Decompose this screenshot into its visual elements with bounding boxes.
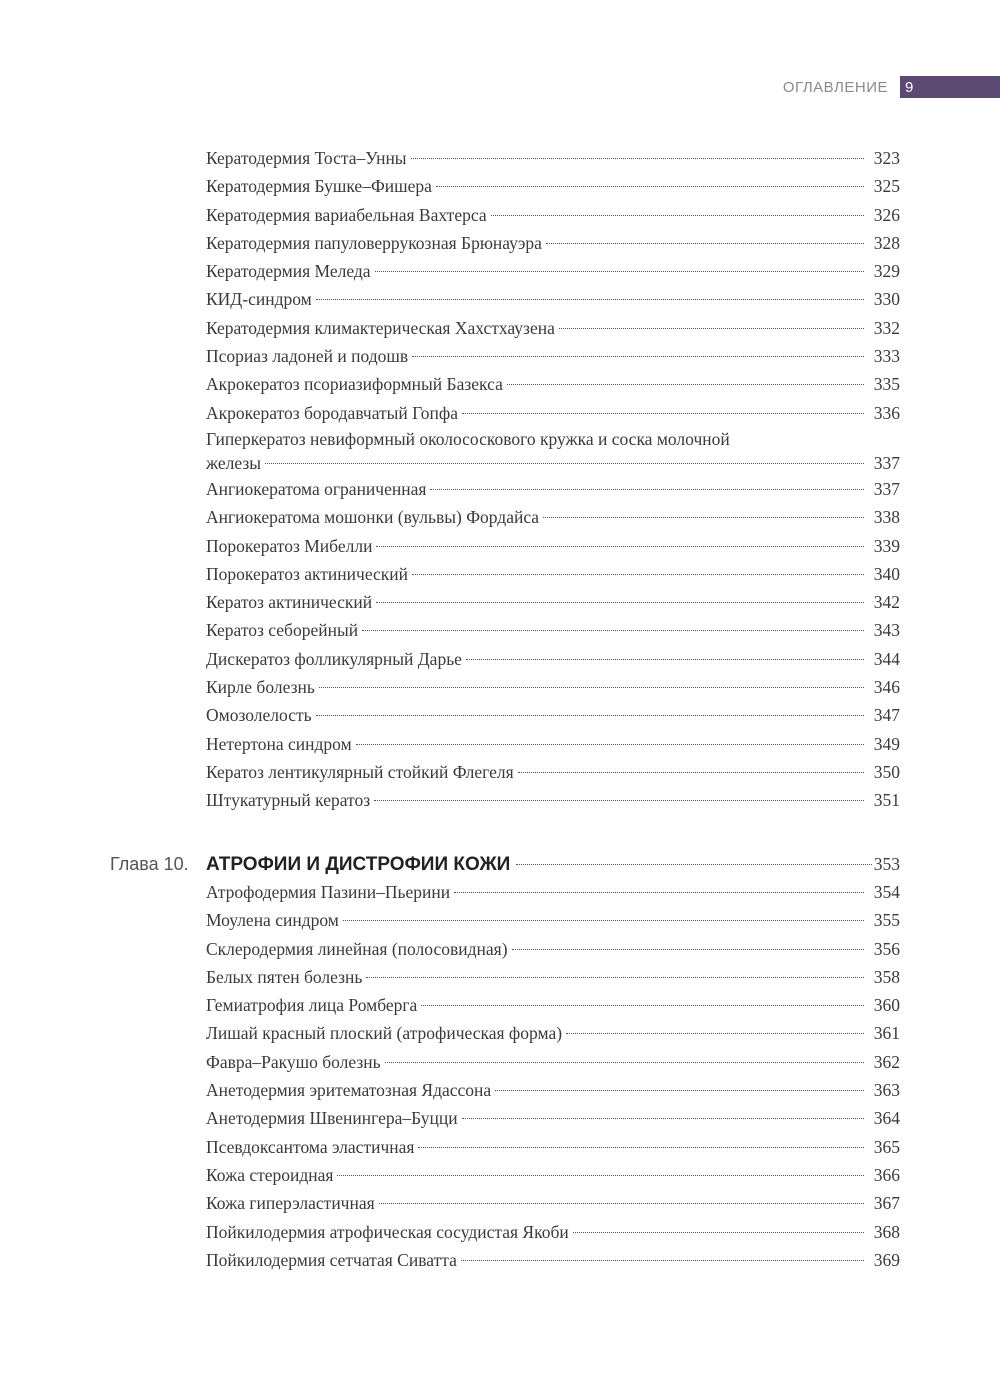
toc-entry-page: 332	[873, 317, 900, 338]
dot-leader	[366, 977, 864, 978]
dot-leader	[462, 413, 864, 414]
toc-entry[interactable]	[206, 1218, 900, 1246]
toc-entry[interactable]	[206, 201, 900, 229]
dot-leader	[375, 271, 864, 272]
toc-entry[interactable]	[206, 588, 900, 616]
toc-entry-title: Анетодермия Швенингера–Буцци	[206, 1108, 458, 1129]
toc-entry[interactable]	[206, 935, 900, 963]
dot-leader	[376, 546, 864, 547]
toc-entry[interactable]	[206, 1104, 900, 1132]
toc-entry-page: 349	[873, 733, 900, 754]
toc-entry-page: 363	[873, 1080, 900, 1101]
toc-entry[interactable]	[206, 878, 900, 906]
toc-entry-title: Гемиатрофия лица Ромберга	[206, 995, 418, 1016]
dot-leader	[466, 659, 864, 660]
toc-entry[interactable]	[206, 645, 900, 673]
toc-entry[interactable]	[206, 532, 900, 560]
dot-leader	[518, 772, 864, 773]
toc-section-chapter10	[206, 878, 900, 1274]
toc-entry-title: Анетодермия эритематозная Ядассона	[206, 1080, 492, 1101]
toc-entry-page: 368	[873, 1221, 900, 1242]
toc-entry-title: Кожа стероидная	[206, 1164, 334, 1185]
dot-leader	[454, 892, 864, 893]
dot-leader	[379, 1203, 864, 1204]
toc-entry-page: 333	[873, 346, 900, 367]
toc-entry[interactable]	[206, 229, 900, 257]
dot-leader	[316, 299, 864, 300]
toc-entry-page: 326	[873, 204, 900, 225]
toc-entry-title: Кератодермия Тоста–Унны	[206, 148, 407, 168]
toc-entry-title: Склеродермия линейная (полосовидная)	[206, 938, 508, 959]
toc-entry-title: Кератодермия Меледа	[206, 261, 371, 282]
toc-entry[interactable]	[206, 370, 900, 398]
toc-entry-title: Кожа гиперэластичная	[206, 1193, 375, 1214]
dot-leader	[516, 864, 871, 865]
page-number-tab: 9	[900, 76, 1000, 98]
toc-entry-page: 346	[873, 677, 900, 698]
toc-entry-page: 340	[873, 563, 900, 584]
chapter-heading[interactable]	[110, 850, 900, 879]
toc-entry[interactable]	[206, 427, 900, 475]
dot-leader	[491, 215, 864, 216]
toc-entry[interactable]	[206, 1161, 900, 1189]
toc-entry-title: Псевдоксантома эластичная	[206, 1136, 415, 1157]
toc-entry-page: 330	[873, 289, 900, 310]
toc-entry-page: 361	[873, 1023, 900, 1044]
dot-leader	[512, 949, 864, 950]
chapter-label: Глава 10.	[110, 854, 189, 874]
toc-entry[interactable]	[206, 616, 900, 644]
toc-entry-title: Кератоз актинический	[206, 592, 373, 613]
toc-entry-page: 355	[873, 910, 900, 931]
dot-leader	[265, 463, 864, 464]
toc-entry[interactable]	[206, 730, 900, 758]
toc-entry[interactable]	[206, 1133, 900, 1161]
toc-entry[interactable]	[206, 285, 900, 313]
toc-entry[interactable]	[206, 560, 900, 588]
toc-entry-title: Кератодермия климактерическая Хахстхаузена	[206, 317, 555, 338]
running-title: ОГЛАВЛЕНИЕ	[782, 78, 888, 96]
dot-leader	[385, 1062, 864, 1063]
toc-entry-page: 342	[873, 592, 900, 613]
toc-entry[interactable]	[206, 1076, 900, 1104]
toc-entry-page: 351	[873, 790, 900, 811]
toc-entry-title: Акрокератоз бородавчатый Гопфа	[206, 402, 458, 423]
dot-leader	[418, 1147, 864, 1148]
toc-entry-title: Кератоз лентикулярный стойкий Флегеля	[206, 761, 514, 782]
toc-entry-page: 362	[873, 1051, 900, 1072]
toc-entry-title: Кератодермия папуловеррукозная Брюнауэра	[206, 232, 542, 253]
dot-leader	[374, 800, 864, 801]
toc-entry[interactable]	[206, 906, 900, 934]
toc-entry-title: Белых пятен болезнь	[206, 966, 363, 987]
toc-entry[interactable]	[206, 475, 900, 503]
toc-entry-title: Лишай красный плоский (атрофическая форма)	[206, 1023, 563, 1044]
toc-entry[interactable]	[206, 786, 900, 814]
toc-entry-title: Кератодермия Бушке–Фишера	[206, 176, 432, 197]
toc-entry[interactable]	[206, 1019, 900, 1047]
toc-entry-page: 323	[873, 148, 900, 168]
dot-leader	[362, 630, 864, 631]
toc-entry-title: Пойкилодермия атрофическая сосудистая Якоби	[206, 1221, 569, 1242]
toc-entry-title: Порокератоз актинический	[206, 563, 409, 584]
dot-leader	[461, 1260, 864, 1261]
toc-section-1	[206, 144, 900, 815]
dot-leader	[376, 602, 864, 603]
toc-entry-title: Псориаз ладоней и подошв	[206, 346, 409, 367]
dot-leader	[566, 1033, 864, 1034]
toc-entry-page: 347	[873, 705, 900, 726]
dot-leader	[573, 1232, 864, 1233]
dot-leader	[412, 574, 864, 575]
toc-entry[interactable]	[206, 399, 900, 427]
toc-entry-page: 365	[873, 1136, 900, 1157]
dot-leader	[436, 186, 864, 187]
toc-entry-title: Ангиокератома ограниченная	[206, 478, 427, 499]
toc-entry-title: Кератоз себорейный	[206, 620, 359, 641]
toc-entry-page: 366	[873, 1164, 900, 1185]
dot-leader	[316, 715, 864, 716]
toc-entry-page: 339	[873, 535, 900, 556]
toc-entry-page: 354	[873, 882, 900, 902]
toc-entry-title: Кератодермия вариабельная Вахтерса	[206, 204, 487, 225]
dot-leader	[319, 687, 864, 688]
toc-entry[interactable]	[206, 314, 900, 342]
toc-entry-page: 329	[873, 261, 900, 282]
dot-leader	[356, 744, 864, 745]
dot-leader	[546, 243, 864, 244]
toc-entry-page: 335	[873, 374, 900, 395]
dot-leader	[421, 1005, 864, 1006]
toc-entry[interactable]	[206, 1048, 900, 1076]
dot-leader	[412, 356, 864, 357]
chapter-page: 353	[873, 854, 900, 874]
toc-entry[interactable]	[206, 172, 900, 200]
toc-entry[interactable]	[206, 257, 900, 285]
toc-entry-title: Пойкилодермия сетчатая Сиватта	[206, 1249, 457, 1270]
toc-entry-title: Кирле болезнь	[206, 677, 315, 698]
toc-entry-title: Атрофодермия Пазини–Пьерини	[206, 882, 451, 902]
toc-entry-page: 360	[873, 995, 900, 1016]
toc-entry-page: 364	[873, 1108, 900, 1129]
toc-entry[interactable]	[206, 758, 900, 786]
toc-entry[interactable]	[206, 503, 900, 531]
toc-entry-page: 338	[873, 507, 900, 528]
dot-leader	[559, 328, 864, 329]
toc-entry-title: Акрокератоз псориазиформный Базекса	[206, 374, 503, 395]
toc-entry-page: 325	[873, 176, 900, 197]
toc-entry-page: 328	[873, 232, 900, 253]
toc-entry[interactable]	[206, 963, 900, 991]
toc-entry-title: Ангиокератома мошонки (вульвы) Фордайса	[206, 507, 540, 528]
toc-entry-title: Штукатурный кератоз	[206, 790, 371, 811]
toc-entry-page: 337	[873, 478, 900, 499]
dot-leader	[430, 489, 864, 490]
dot-leader	[495, 1090, 864, 1091]
toc-entry-title: Омозолелость	[206, 705, 312, 726]
toc-entry[interactable]	[206, 1246, 900, 1274]
toc-entry[interactable]	[206, 1189, 900, 1217]
toc-entry-page: 367	[873, 1193, 900, 1214]
toc-entry-page: 344	[873, 648, 900, 669]
toc-entry-title: КИД-синдром	[206, 289, 312, 310]
toc-entry-page: 356	[873, 938, 900, 959]
toc-entry-page: 337	[873, 452, 900, 473]
toc-entry-page: 369	[873, 1249, 900, 1270]
toc-entry[interactable]	[206, 673, 900, 701]
dot-leader	[343, 920, 864, 921]
dot-leader	[337, 1175, 864, 1176]
toc-entry-title: Порокератоз Мибелли	[206, 535, 373, 556]
toc-entry-page: 336	[873, 402, 900, 423]
running-header	[783, 76, 1000, 98]
toc-entry-title: Гиперкератоз невиформный околососкового кружка и соска молочной	[206, 428, 730, 449]
toc-entry-title: Фавра–Ракушо болезнь	[206, 1051, 381, 1072]
chapter-title: АТРОФИИ И ДИСТРОФИИ КОЖИ	[206, 854, 511, 875]
toc-entry-page: 343	[873, 620, 900, 641]
toc-entry[interactable]	[206, 701, 900, 729]
toc-entry-page: 358	[873, 966, 900, 987]
toc-entry[interactable]	[206, 342, 900, 370]
toc-entry-page: 350	[873, 761, 900, 782]
dot-leader	[462, 1118, 864, 1119]
toc-entry[interactable]	[206, 991, 900, 1019]
dot-leader	[543, 517, 864, 518]
toc-entry-title: Моулена синдром	[206, 910, 339, 931]
toc-entry[interactable]	[206, 144, 900, 172]
toc-entry-title: Дискератоз фолликулярный Дарье	[206, 648, 462, 669]
dot-leader	[507, 384, 864, 385]
toc-entry-title-cont: железы	[206, 452, 262, 473]
toc-entry-title: Нетертона синдром	[206, 733, 352, 754]
dot-leader	[411, 158, 864, 159]
